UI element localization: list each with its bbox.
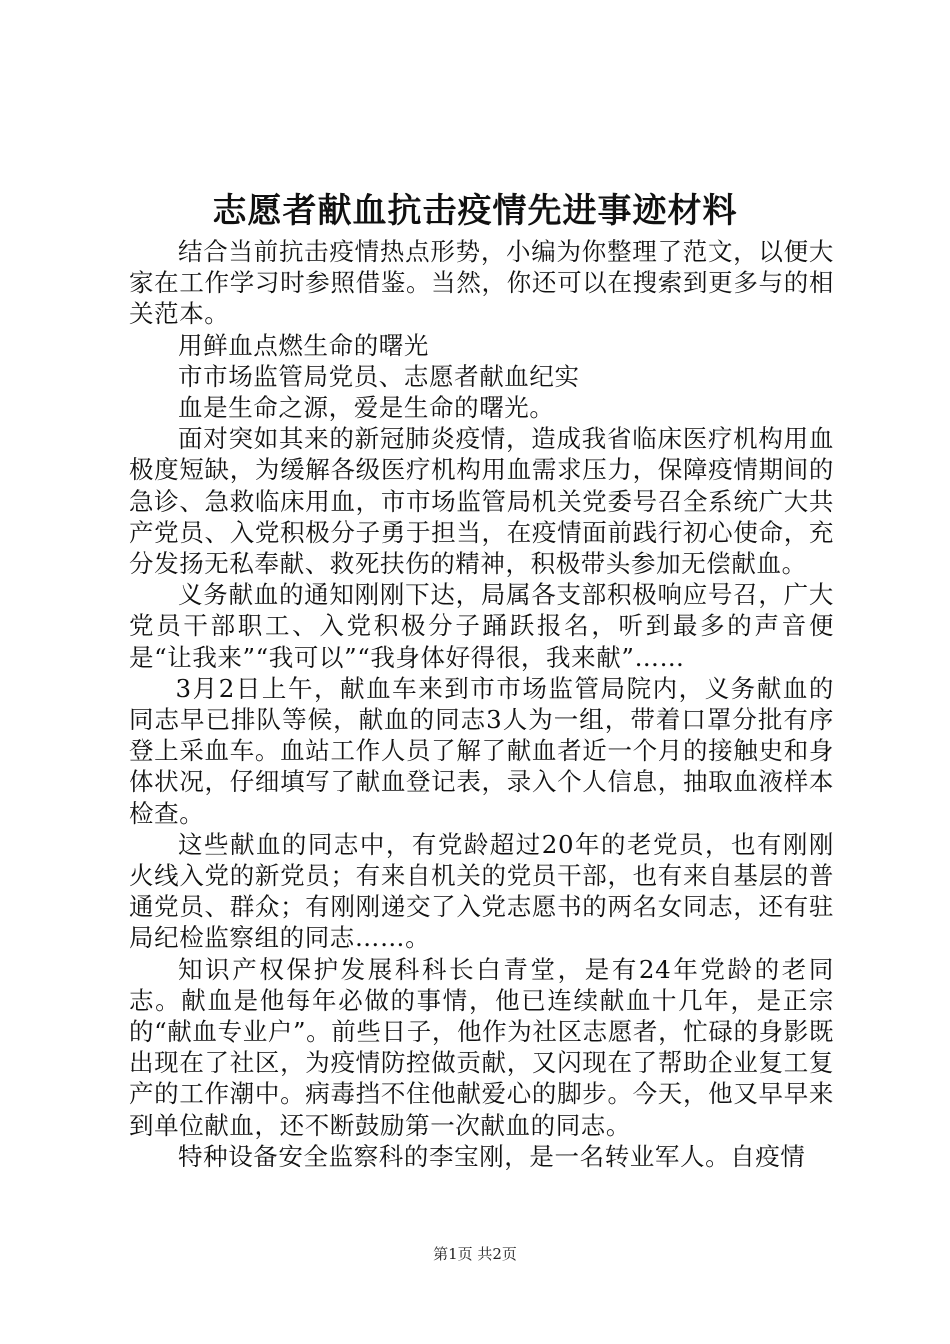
document-body (129, 236, 834, 1172)
paragraph-notice: 义务献血的通知刚刚下达，局属各支部积极响应号召，广大党员干部职工、入党积极分子踊跃报名，听到最多的声音便是“让我来”“我可以”“我身体好得很，我来献”…… (129, 580, 834, 672)
paragraph-heading: 用鲜血点燃生命的曙光 (178, 330, 429, 360)
paragraph-subheading: 市市场监管局党员、志愿者献血纪实 (178, 361, 580, 391)
paragraph-donation-day: 3月2日上午，献血车来到市市场监管局院内，义务献血的同志早已排队等候，献血的同志3人为一组，带着口罩分批有序登上采血车。血站工作人员了解了献血者近一个月的接触史和身体状况，仔细填写了献血登记表，录入个人信息，抽取血液样本检查。 (129, 673, 834, 828)
document-title: 志愿者献血抗击疫情先进事迹材料 (212, 191, 738, 231)
page-footer: 第1页 共2页 (433, 1245, 517, 1263)
paragraph-donors: 这些献血的同志中，有党龄超过20年的老党员，也有刚刚火线入党的新党员；有来自机关的党员干部，也有来自基层的普通党员、群众；有刚刚递交了入党志愿书的两名女同志，还有驻局纪检监察组的同志……。 (129, 829, 834, 953)
paragraph-motto: 血是生命之源，爱是生命的曙光。 (178, 393, 555, 423)
paragraph-background: 面对突如其来的新冠肺炎疫情，造成我省临床医疗机构用血极度短缺，为缓解各级医疗机构用血需求压力，保障疫情期间的急诊、急救临床用血，市市场监管局机关党委号召全系统广大共产党员、入党积极分子勇于担当，在疫情面前践行初心使命，充分发扬无私奉献、救死扶伤的精神，积极带头参加无偿献血。 (129, 424, 834, 579)
paragraph-bai-qingtang: 知识产权保护发展科科长白青堂，是有24年党龄的老同志。献血是他每年必做的事情，他已连续献血十几年，是正宗的“献血专业户”。前些日子，他作为社区志愿者，忙碌的身影既出现在了社区，为疫情防控做贡献，又闪现在了帮助企业复工复产的工作潮中。病毒挡不住他献爱心的脚步。今天，他又早早来到单位献血，还不断鼓励第一次献血的同志。 (129, 954, 834, 1140)
paragraph-li-baogang: 特种设备安全监察科的李宝刚，是一名转业军人。自疫情 (178, 1141, 806, 1171)
paragraph-intro: 结合当前抗击疫情热点形势，小编为你整理了范文，以便大家在工作学习时参照借鉴。当然，你还可以在搜索到更多与的相关范本。 (129, 237, 834, 329)
